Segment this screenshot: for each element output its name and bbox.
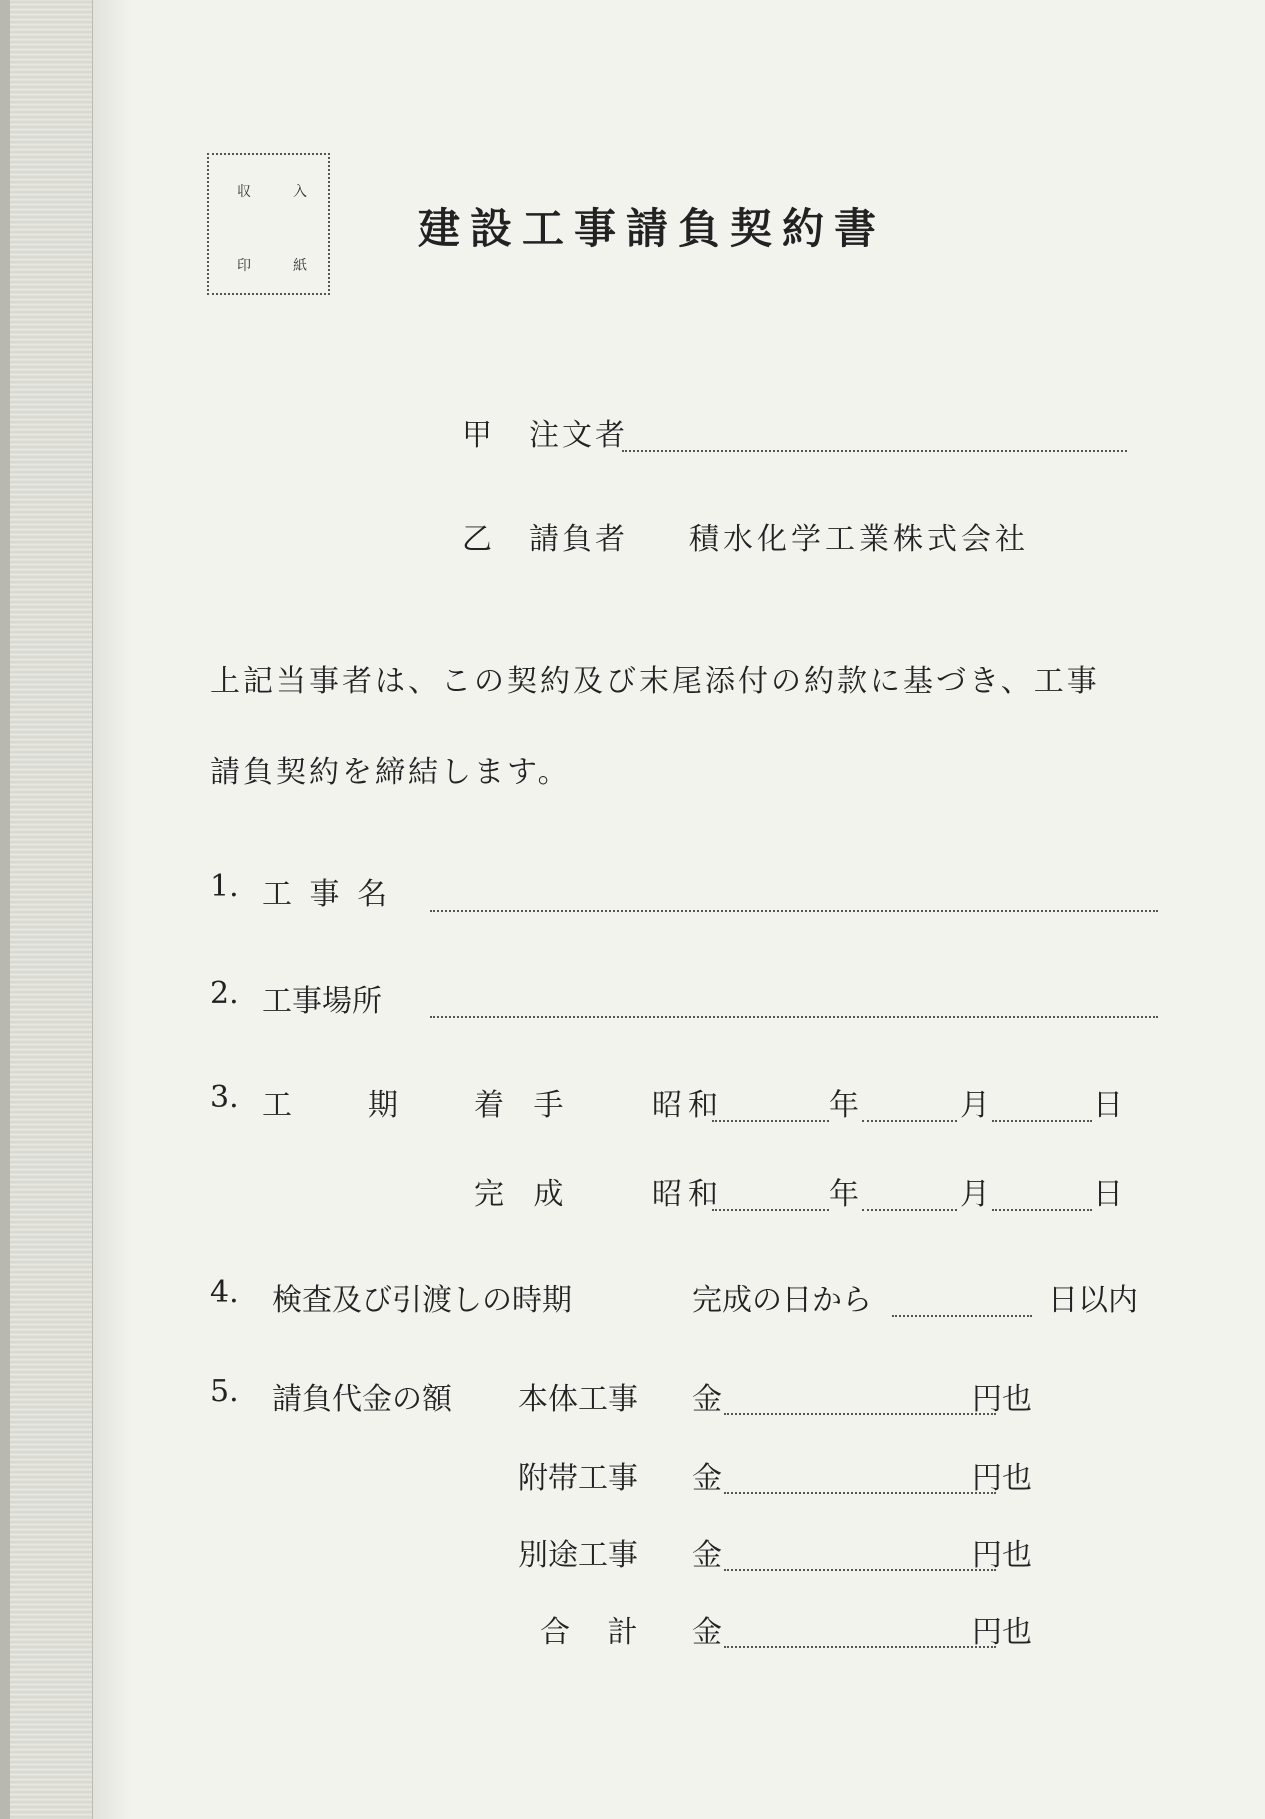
intro-line-1: 上記当事者は、この契約及び末尾添付の約款に基づき、工事 <box>210 664 1100 699</box>
spine-edge <box>0 0 10 1819</box>
inspection-from-label: 完成の日から <box>692 1283 872 1318</box>
party-a-mark: 甲 <box>462 418 492 453</box>
item-1-label: 工 事 名 <box>262 877 392 912</box>
start-year-field <box>712 1120 829 1122</box>
ancillary-work-kin: 金 <box>692 1461 722 1496</box>
item-4-number: 4. <box>210 1275 239 1310</box>
finish-era: 昭和 <box>652 1177 724 1212</box>
start-era: 昭和 <box>652 1088 724 1123</box>
intro-line-2: 請負契約を締結します。 <box>210 755 571 790</box>
total-label: 合 計 <box>540 1615 652 1650</box>
inspection-within-label: 日以内 <box>1048 1283 1138 1318</box>
party-b-label: 請負者 <box>529 522 628 557</box>
separate-work-label: 別途工事 <box>518 1538 638 1573</box>
construction-name-field <box>430 910 1158 912</box>
start-year-unit: 年 <box>829 1088 859 1123</box>
item-3-number: 3. <box>210 1080 239 1115</box>
construction-site-field <box>430 1016 1158 1018</box>
start-month-unit: 月 <box>960 1088 990 1123</box>
party-b-mark: 乙 <box>462 522 492 557</box>
page-shadow <box>92 0 132 1819</box>
separate-work-kin: 金 <box>692 1538 722 1573</box>
main-work-kin: 金 <box>692 1382 722 1417</box>
main-work-yen: 円也 <box>972 1382 1032 1417</box>
separate-work-yen: 円也 <box>972 1538 1032 1573</box>
start-day-unit: 日 <box>1093 1088 1123 1123</box>
party-a-label: 注文者 <box>529 418 628 453</box>
item-3-label-b: 期 <box>368 1088 398 1123</box>
finish-month-field <box>862 1209 957 1211</box>
total-amount-field <box>724 1646 996 1648</box>
finish-day-field <box>992 1209 1092 1211</box>
party-a-name-field <box>622 450 1127 452</box>
stamp-char-4: 紙 <box>293 258 307 274</box>
item-5-number: 5. <box>210 1374 239 1409</box>
stamp-char-2: 入 <box>293 184 307 200</box>
finish-year-field <box>712 1209 829 1211</box>
book-spine <box>0 0 93 1819</box>
item-3-label-a: 工 <box>262 1088 292 1123</box>
main-work-label: 本体工事 <box>518 1382 638 1417</box>
total-yen: 円也 <box>972 1615 1032 1650</box>
finish-month-unit: 月 <box>960 1177 990 1212</box>
start-day-field <box>992 1120 1092 1122</box>
stamp-char-3: 印 <box>237 258 251 274</box>
revenue-stamp-box <box>207 153 330 295</box>
ancillary-work-amount-field <box>724 1492 996 1494</box>
stamp-char-1: 収 <box>237 184 251 200</box>
item-5-label: 請負代金の額 <box>272 1382 452 1417</box>
item-2-number: 2. <box>210 976 239 1011</box>
period-finish-label: 完 成 <box>474 1177 574 1212</box>
ancillary-work-label: 附帯工事 <box>518 1461 638 1496</box>
item-2-label: 工事場所 <box>262 984 382 1019</box>
total-kin: 金 <box>692 1615 722 1650</box>
period-start-label: 着 手 <box>474 1088 574 1123</box>
finish-year-unit: 年 <box>829 1177 859 1212</box>
item-4-label: 検査及び引渡しの時期 <box>272 1283 572 1318</box>
item-1-number: 1. <box>210 869 239 904</box>
main-work-amount-field <box>724 1413 996 1415</box>
separate-work-amount-field <box>724 1569 996 1571</box>
ancillary-work-yen: 円也 <box>972 1461 1032 1496</box>
party-b-name: 積水化学工業株式会社 <box>689 522 1029 557</box>
start-month-field <box>862 1120 957 1122</box>
finish-day-unit: 日 <box>1093 1177 1123 1212</box>
document-title: 建設工事請負契約書 <box>418 204 887 253</box>
inspection-days-field <box>892 1315 1032 1317</box>
